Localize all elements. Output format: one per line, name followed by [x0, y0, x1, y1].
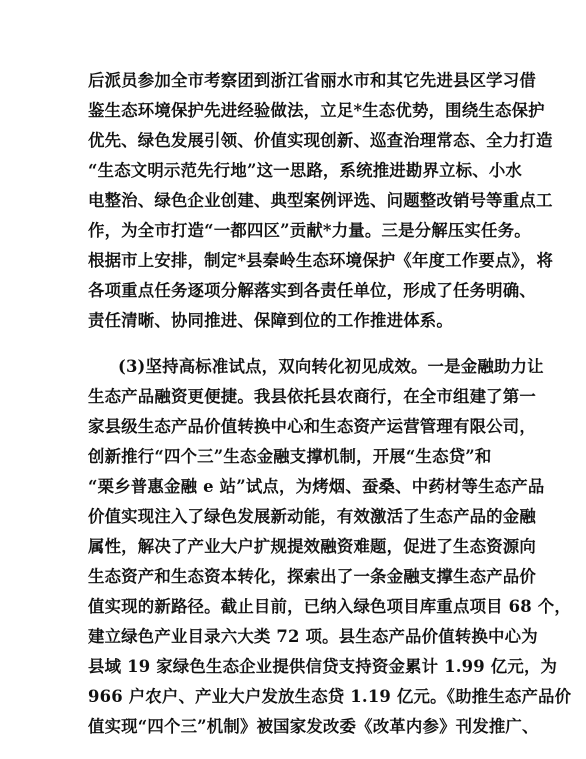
text-line: 鉴生态环境保护先进经验做法，立足*生态优势，围绕生态保护: [88, 101, 545, 120]
text-line: 电整治、绿色企业创建、典型案例评选、问题整改销号等重点工: [88, 191, 553, 210]
document-body: [88, 66, 572, 742]
text-line: 价值实现注入了绿色发展新动能，有效激活了生态产品的金融: [88, 507, 536, 526]
text-line: “栗乡普惠金融 e 站”试点，为烤烟、蚕桑、中药材等生态产品: [88, 477, 545, 496]
paragraph-2: [88, 352, 572, 742]
text-line: “生态文明示范先行地”这一思路，系统推进勘界立标、小水: [88, 161, 523, 180]
text-line: 根据市上安排，制定*县秦岭生态环境保护《年度工作要点》，将: [88, 251, 554, 270]
text-line: 后派员参加全市考察团到浙江省丽水市和其它先进县区学习借: [88, 71, 536, 90]
text-line: 优先、绿色发展引领、价值实现创新、巡查治理常态、全力打造: [88, 131, 553, 150]
text-line: 各项重点任务逐项分解落实到各责任单位，形成了任务明确、: [88, 281, 536, 300]
text-line: 县域 19 家绿色生态企业提供信贷支持资金累计 1.99 亿元，为: [88, 657, 558, 676]
text-line: 创新推行“四个三”生态金融支撑机制，开展“生态贷”和: [88, 447, 492, 466]
text-line: 建立绿色产业目录六大类 72 项。县生态产品价值转换中心为: [88, 627, 538, 646]
text-line: 属性，解决了产业大户扩规提效融资难题，促进了生态资源向: [88, 537, 536, 556]
text-line: 生态资产和生态资本转化，探索出了一条金融支撑生态产品价: [88, 567, 536, 586]
paragraph-spacer: [88, 336, 508, 352]
paragraph-1: [88, 66, 554, 336]
text-line: 作，为全市打造“一都四区”贡献*力量。三是分解压实任务。: [88, 221, 531, 240]
text-line: 966 户农户、产业大户发放生态贷 1.19 亿元。《助推生态产品价: [88, 687, 572, 706]
text-line: 家县级生态产品价值转换中心和生态资产运营管理有限公司，: [88, 417, 536, 436]
text-line: 值实现“四个三”机制》被国家发改委《改革内参》刊发推广、: [88, 717, 539, 736]
text-line: (3)坚持高标准试点，双向转化初见成效。一是金融助力让: [118, 357, 544, 376]
text-line: 值实现的新路径。截止目前，已纳入绿色项目库重点项目 68 个，: [88, 597, 571, 616]
text-line: 责任清晰、协同推进、保障到位的工作推进体系。: [88, 311, 453, 330]
text-line: 生态产品融资更便捷。我县依托县农商行，在全市组建了第一: [88, 387, 536, 406]
